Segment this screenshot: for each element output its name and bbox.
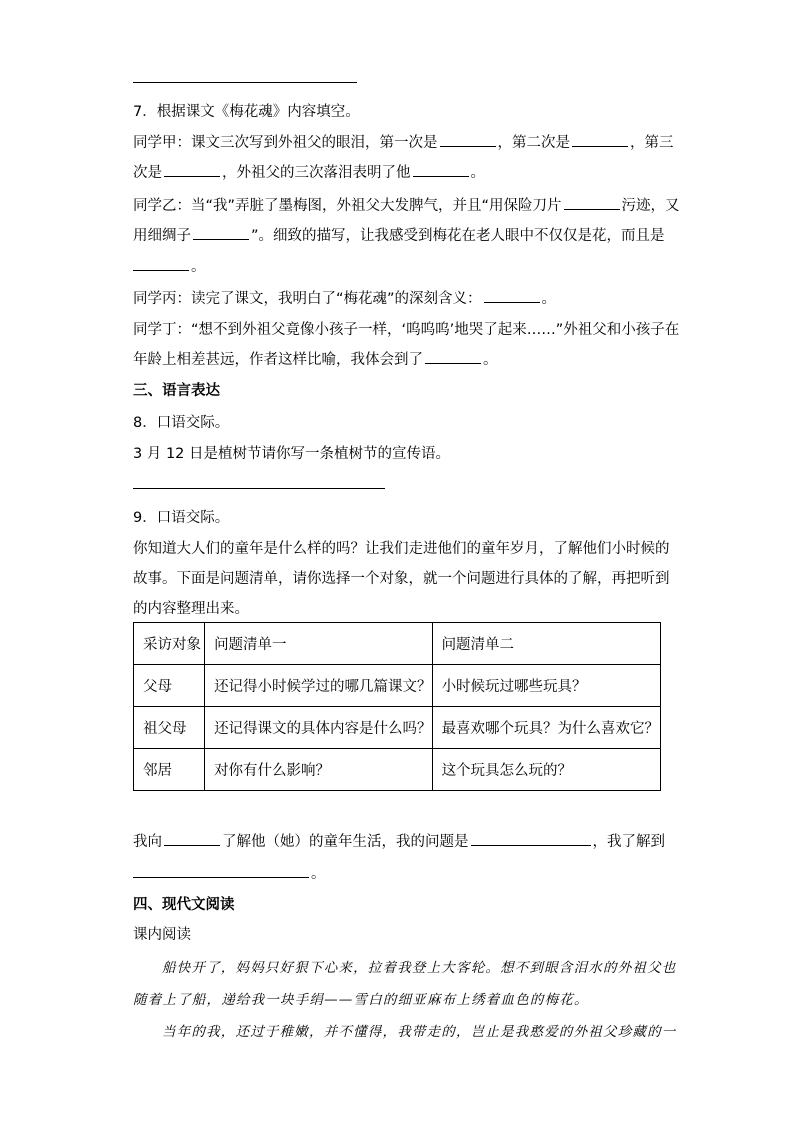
q9-answer-text-b: 了解他（她）的童年生活，我的问题是 <box>222 834 469 850</box>
q7-yi-text-b: 污迹，又 <box>621 198 680 214</box>
table-header-cell: 问题清单一 <box>205 623 433 665</box>
table-cell: 这个玩具怎么玩的？ <box>432 749 660 791</box>
q7-blank-third-tear[interactable] <box>164 162 220 177</box>
q7-ding-line1: 同学丁：“想不到外祖父竟像小孩子一样，‘呜呜呜’地哭了起来……”外祖父和小孩子在 <box>133 322 680 338</box>
answer-line-top[interactable] <box>133 82 357 83</box>
table-row <box>134 665 661 707</box>
q7-bing-text-a: 同学丙：读完了课文，我明白了“梅花魂”的深刻含义： <box>133 291 482 307</box>
section-4-heading: 四、现代文阅读 <box>133 897 235 913</box>
q9-blank-person[interactable] <box>164 831 220 846</box>
q7-jia-line2 <box>133 161 485 182</box>
q7-ding-line2 <box>133 348 498 369</box>
table-cell: 父母 <box>134 665 205 707</box>
q7-yi-text-e: 。 <box>191 259 206 275</box>
q7-blank-second-tear[interactable] <box>572 132 628 147</box>
q7-blank-meaning[interactable] <box>413 162 469 177</box>
q7-jia-text-f: 。 <box>470 165 485 181</box>
table-cell: 最喜欢哪个玩具？为什么喜欢它？ <box>432 707 660 749</box>
q9-intro-line3: 的内容整理出来。 <box>133 601 249 617</box>
q7-title: 7．根据课文《梅花魂》内容填空。 <box>133 104 360 120</box>
q7-jia-text-d: 次是 <box>133 165 162 181</box>
q7-blank-soul[interactable] <box>484 288 540 303</box>
q7-blank-silk[interactable] <box>193 225 249 240</box>
q9-blank-learned[interactable] <box>133 863 309 878</box>
table-cell: 还记得小时候学过的哪几篇课文？ <box>205 665 433 707</box>
reading-para1-line2: 随着上了船，递给我一块手绢——雪白的细亚麻布上绣着血色的梅花。 <box>133 992 589 1008</box>
q9-answer-line2 <box>133 862 326 883</box>
q9-intro-line2: 故事。下面是问题清单，请你选择一个对象，就一个问题进行具体的了解，再把听到 <box>133 571 670 587</box>
q7-yi-line2 <box>133 224 665 245</box>
q7-jia-text-c: ，第三 <box>630 135 674 151</box>
q7-yi-text-d: ”。细致的描写，让我感受到梅花在老人眼中不仅仅是花，而且是 <box>251 228 665 244</box>
table-header-cell: 问题清单二 <box>432 623 660 665</box>
section-4-subtitle: 课内阅读 <box>133 927 191 943</box>
q7-bing-text-b: 。 <box>541 291 557 307</box>
reading-para2-line1: 当年的我，还过于稚嫩，并不懂得，我带走的，岂止是我憨爱的外祖父珍藏的一 <box>162 1024 677 1040</box>
q7-yi-line1 <box>133 194 680 215</box>
table-cell: 还记得课文的具体内容是什么吗？ <box>205 707 433 749</box>
q7-ding-text-b: 年龄上相差甚远，作者这样比喻，我体会到了 <box>133 352 423 368</box>
table-cell: 祖父母 <box>134 707 205 749</box>
q7-blank-first-tear[interactable] <box>440 132 496 147</box>
table-cell: 小时候玩过哪些玩具？ <box>432 665 660 707</box>
table-header-cell: 采访对象 <box>134 623 205 665</box>
q7-blank-blade[interactable] <box>564 195 620 210</box>
q9-blank-question[interactable] <box>471 831 591 846</box>
q7-jia-line1 <box>133 131 674 152</box>
table-header-row <box>134 623 661 665</box>
q7-yi-text-a: 同学乙：当“我”弄脏了墨梅图，外祖父大发脾气，并且“用保险刀片 <box>133 198 562 214</box>
q7-bing-line <box>133 287 556 308</box>
q9-answer-text-a: 我向 <box>133 834 162 850</box>
q7-blank-plum-meaning[interactable] <box>133 256 189 271</box>
table-row <box>134 707 661 749</box>
q8-prompt: 3 月 12 日是植树节请你写一条植树节的宣传语。 <box>133 446 451 462</box>
q7-yi-line3 <box>133 255 206 276</box>
reading-para1-line1: 船快开了，妈妈只好狠下心来，拉着我登上大客轮。想不到眼含泪水的外祖父也 <box>162 960 677 976</box>
q7-jia-text-b: ，第二次是 <box>497 135 570 151</box>
q7-ding-text-c: 。 <box>483 352 498 368</box>
q7-jia-text-a: 同学甲：课文三次写到外祖父的眼泪，第一次是 <box>133 135 438 151</box>
section-3-heading: 三、语言表达 <box>133 383 220 399</box>
table-cell: 对你有什么影响？ <box>205 749 433 791</box>
q8-title: 8．口语交际。 <box>133 415 230 431</box>
table-row <box>134 749 661 791</box>
q8-answer-line[interactable] <box>133 488 385 489</box>
q7-jia-text-e: ，外祖父的三次落泪表明了他 <box>222 165 411 181</box>
q9-answer-text-c: ，我了解到 <box>592 834 665 850</box>
q9-title: 9．口语交际。 <box>133 510 230 526</box>
q7-blank-metaphor[interactable] <box>425 349 481 364</box>
interview-question-table <box>133 622 661 791</box>
q9-answer-line1 <box>133 830 665 851</box>
q7-yi-text-c: 用细绸子 <box>133 228 191 244</box>
q9-intro-line1: 你知道大人们的童年是什么样的吗？让我们走进他们的童年岁月，了解他们小时候的 <box>133 541 670 557</box>
q9-answer-text-d: 。 <box>311 866 326 882</box>
table-cell: 邻居 <box>134 749 205 791</box>
